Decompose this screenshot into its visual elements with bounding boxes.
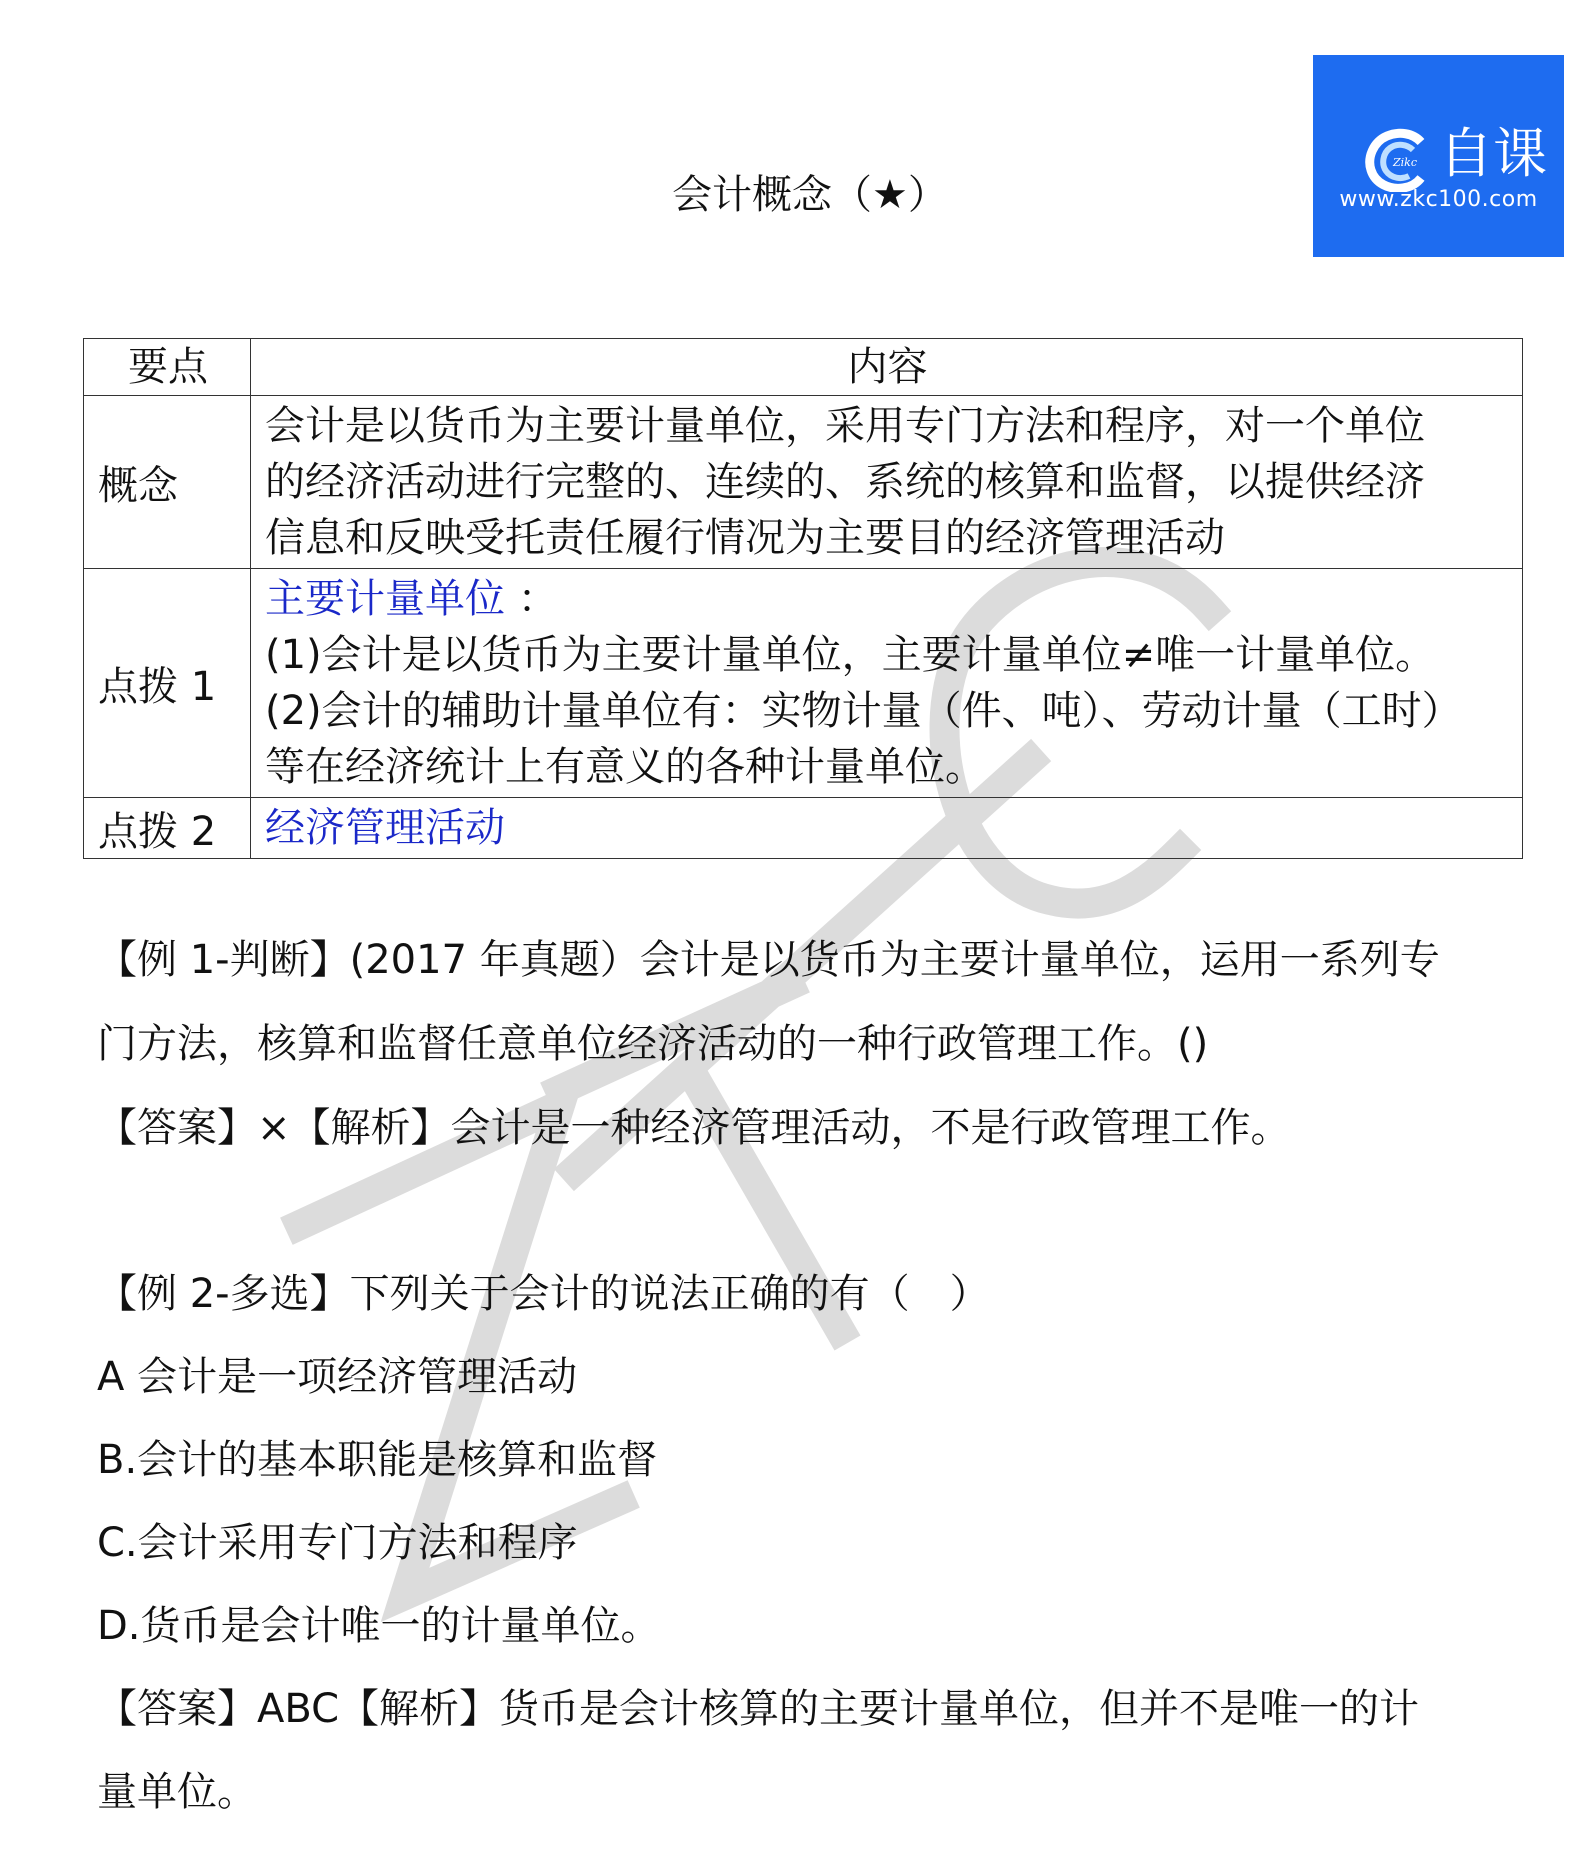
option-a: A 会计是一项经济管理活动 [97, 1354, 578, 1400]
table-header-row [84, 339, 1523, 396]
example-2 [97, 1253, 1517, 1834]
tip-1-heading-colon: ： [505, 576, 558, 622]
header-content: 内容 [251, 339, 1523, 396]
concept-line-1: 会计是以货币为主要计量单位，采用专门方法和程序，对一个单位 [265, 403, 1425, 449]
row-key-tip-1: 点拨 1 [84, 569, 251, 798]
logo-url: www.zkc100.com [1339, 187, 1538, 212]
tip-1-line-2: (2)会计的辅助计量单位有：实物计量（件、吨）、劳动计量（工时） [265, 688, 1462, 734]
example-1-answer: 【答案】×【解析】会计是一种经济管理活动，不是行政管理工作。 [97, 1105, 1291, 1151]
example-1-line-2: 门方法，核算和监督任意单位经济活动的一种行政管理工作。() [97, 1021, 1209, 1067]
logo-brand-name: 自课 [1439, 122, 1547, 185]
concept-line-2: 的经济活动进行完整的、连续的、系统的核算和监督，以提供经济 [265, 459, 1425, 505]
tip-1-heading: 主要计量单位 [265, 576, 505, 622]
tip-1-heading-line [265, 571, 1510, 627]
table-row-tip-1 [84, 569, 1523, 798]
example-2-question: 【例 2-多选】下列关于会计的说法正确的有（ ） [97, 1271, 990, 1317]
logo-mark-text: Zikc [1393, 156, 1417, 169]
example-1-question [97, 918, 1517, 1170]
row-key-tip-2: 点拨 2 [84, 798, 251, 859]
option-c: C.会计采用专门方法和程序 [97, 1520, 578, 1566]
example-2-answer-line-2: 量单位。 [97, 1769, 257, 1815]
row-content-tip-1 [251, 569, 1523, 798]
table-row-tip-2 [84, 798, 1523, 859]
zkc-logo-icon [1363, 128, 1431, 192]
tip-1-line-3: 等在经济统计上有意义的各种计量单位。 [265, 744, 985, 790]
example-2-answer-line-1: 【答案】ABC【解析】货币是会计核算的主要计量单位，但并不是唯一的计 [97, 1686, 1420, 1732]
tip-1-line-1: (1)会计是以货币为主要计量单位，主要计量单位≠唯一计量单位。 [265, 632, 1436, 678]
table-row-concept [84, 396, 1523, 569]
row-key-concept: 概念 [84, 396, 251, 569]
example-1-line-1: 【例 1-判断】(2017 年真题）会计是以货币为主要计量单位，运用一系列专 [97, 937, 1440, 983]
tip-2-heading: 经济管理活动 [265, 805, 505, 851]
option-d: D.货币是会计唯一的计量单位。 [97, 1603, 661, 1649]
zkc-logo [1313, 55, 1564, 257]
header-key: 要点 [84, 339, 251, 396]
page-title: 会计概念（★） [672, 172, 948, 218]
option-b: B.会计的基本职能是核算和监督 [97, 1437, 658, 1483]
row-content-concept [251, 396, 1523, 569]
key-points-table [83, 338, 1523, 859]
row-content-tip-2 [251, 798, 1523, 859]
concept-line-3: 信息和反映受托责任履行情况为主要目的经济管理活动 [265, 515, 1225, 561]
